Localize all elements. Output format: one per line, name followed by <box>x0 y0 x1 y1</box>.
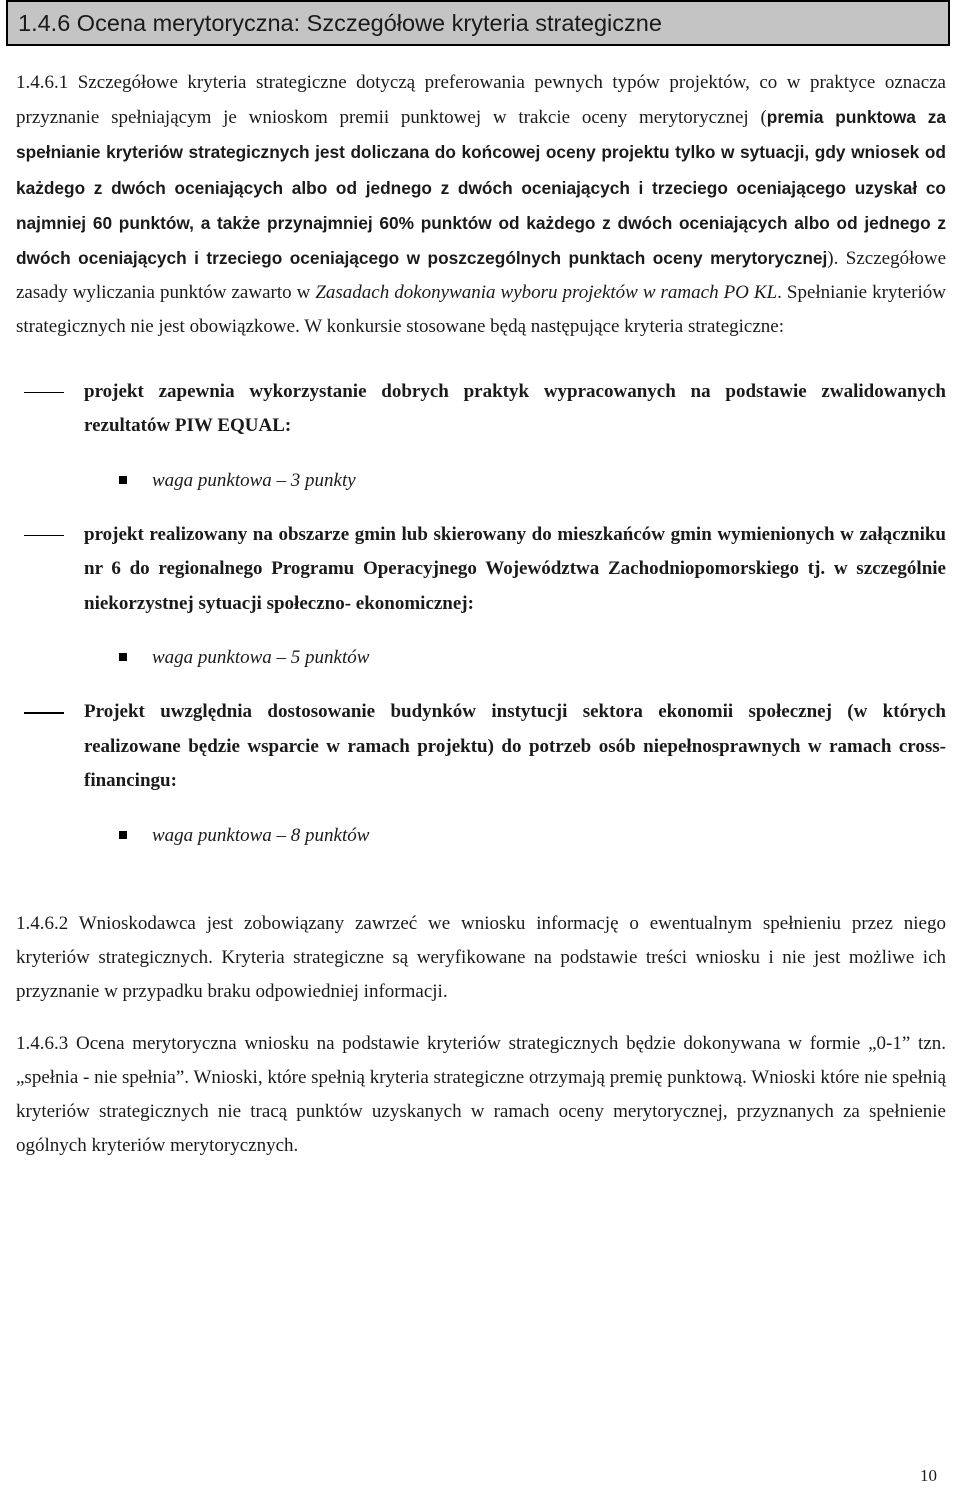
criterion-item <box>16 375 946 444</box>
dash-bullet-icon <box>24 535 64 537</box>
criterion-weight <box>16 466 946 496</box>
criterion-item <box>16 695 946 799</box>
criterion-text: projekt zapewnia wykorzystanie dobrych praktyk wypracowanych na podstawie zwalidowanych rezultatów PIW EQUAL: <box>84 380 946 437</box>
weight-text: waga punktowa – 8 punktów <box>152 824 370 846</box>
intro-paragraph <box>16 66 946 345</box>
paragraph-1-4-6-3: 1.4.6.3 Ocena merytoryczna wniosku na podstawie kryteriów strategicznych będzie dokonywana w formie „0-1” tzn. „spełnia - nie spełnia”. Wnioski, które spełnią kryteria strategiczne otrzymają premię punktową. Wnioski które nie spełnią kryteriów strategicznych nie tracą punktów uzyskanych w ramach oceny merytorycznej, przyznanych za spełnienie ogólnych kryteriów merytorycznych. <box>16 1032 946 1156</box>
criterion-item <box>16 518 946 622</box>
document-body <box>16 66 946 1163</box>
paragraph-1-4-6-2: 1.4.6.2 Wnioskodawca jest zobowiązany zawrzeć we wniosku informację o ewentualnym spełnieniu przez niego kryteriów strategicznych. Kryteria strategiczne są weryfikowane na podstawie treści wniosku i nie jest możliwe ich przyznanie w przypadku braku odpowiedniej informacji. <box>16 912 946 1002</box>
dash-bullet-icon <box>24 712 64 714</box>
criterion-weight <box>16 821 946 851</box>
square-bullet-icon <box>119 653 127 661</box>
criterion-text: Projekt uwzględnia dostosowanie budynków instytucji sektora ekonomii społecznej (w których realizowane będzie wsparcie w ramach projektu) do potrzeb osób niepełnosprawnych w ramach cross- financingu: <box>84 701 946 792</box>
weight-text: waga punktowa – 5 punktów <box>152 647 370 669</box>
dash-bullet-icon <box>24 392 64 394</box>
square-bullet-icon <box>119 476 127 484</box>
intro-text-1: 1.4.6.1 Szczegółowe kryteria strategiczne dotyczą preferowania pewnych typów projektów, co w praktyce oznacza przyznanie spełniającym je wnioskom premii punktowej w trakcie oceny merytorycznej ( <box>16 72 946 129</box>
intro-bold-text: premia punktowa za spełnianie kryteriów strategicznych jest doliczana do końcowej oceny projektu tylko w sytuacji, gdy wniosek od każdego z dwóch oceniających albo od jednego z dwóch oceniających i trzeciego oceniającego uzyskał co najmniej 60 punktów, a także przynajmniej 60% punktów od każdego z dwóch oceniających albo od jednego z dwóch oceniających i trzeciego oceniającego w poszczególnych punktach oceny merytorycznej <box>16 107 946 269</box>
page-number: 10 <box>920 1466 937 1485</box>
intro-text-2: ). Szczegółowe zasady wyliczania punktów zawarto w <box>16 248 947 304</box>
weight-text: waga punktowa – 3 punkty <box>152 469 356 491</box>
intro-text-3: . Spełnianie kryteriów strategicznych nie jest obowiązkowe. W konkursie stosowane będą następujące kryteria strategiczne: <box>16 282 946 338</box>
criterion-text: projekt realizowany na obszarze gmin lub skierowany do mieszkańców gmin wymienionych w załączniku nr 6 do regionalnego Programu Operacyjnego Województwa Zachodniopomorskiego tj. w szczególnie niekorzystnej sytuacji społeczno- ekonomicznej: <box>84 523 946 614</box>
criterion-weight <box>16 643 946 673</box>
intro-italic-text: Zasadach dokonywania wyboru projektów w ramach PO KL <box>315 282 778 304</box>
section-heading: 1.4.6 Ocena merytoryczna: Szczegółowe kryteria strategiczne <box>6 0 950 46</box>
square-bullet-icon <box>119 831 127 839</box>
